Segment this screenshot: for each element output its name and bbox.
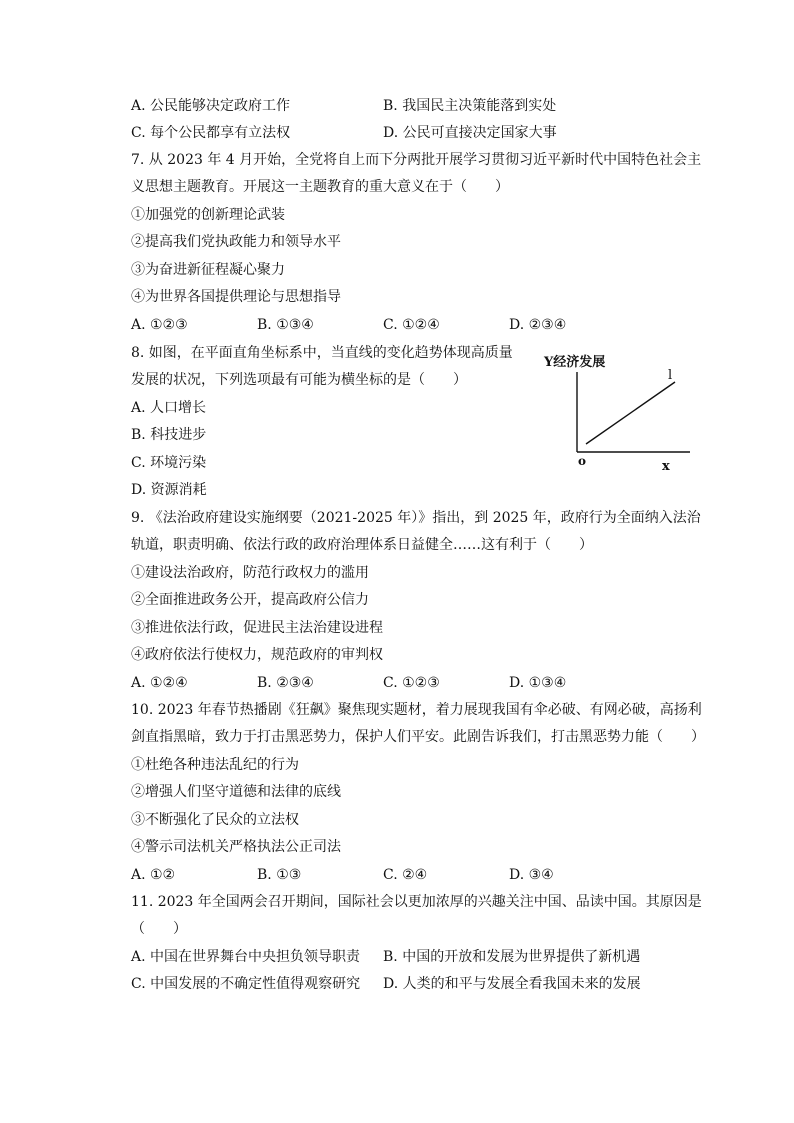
graph-line-label: l (668, 368, 673, 383)
q8-stem-line-2: 发展的状况，下列选项最有可能为横坐标的是（ ） (131, 372, 467, 388)
q6-option-a[interactable]: A. 公民能够决定政府工作 (131, 98, 291, 114)
q10-item-4: ④警示司法机关严格执法公正司法 (131, 839, 341, 855)
q10-option-d[interactable]: D. ③④ (509, 867, 554, 883)
q7-stem-line-2: 义思想主题教育。开展这一主题教育的重大意义在于（ ） (131, 179, 509, 195)
q10-stem-line-2: 剑直指黑暗，致力于打击黑恶势力，保护人们平安。此剧告诉我们，打击黑恶势力能（ ） (131, 729, 705, 745)
q11-option-a[interactable]: A. 中国在世界舞台中央担负领导职责 (131, 949, 361, 965)
q8-option-b[interactable]: B. 科技进步 (131, 427, 207, 443)
q9-item-3: ③推进依法行政，促进民主法治建设进程 (131, 620, 383, 636)
q6-option-d[interactable]: D. 公民可直接决定国家大事 (383, 125, 557, 141)
q8-option-c[interactable]: C. 环境污染 (131, 455, 207, 471)
q9-item-4: ④政府依法行使权力，规范政府的审判权 (131, 647, 383, 663)
q9-item-2: ②全面推进政务公开，提高政府公信力 (131, 592, 369, 608)
graph-trend-line (586, 382, 675, 444)
q8-option-d[interactable]: D. 资源消耗 (131, 482, 207, 498)
q6-option-b[interactable]: B. 我国民主决策能落到实处 (383, 98, 557, 114)
q9-stem-line-2: 轨道，职责明确、依法行政的政府治理体系日益健全……这有利于（ ） (131, 537, 593, 553)
q10-item-3: ③不断强化了民众的立法权 (131, 812, 299, 828)
q7-stem-line-1: 7. 从 2023 年 4 月开始，全党将自上而下分两批开展学习贯彻习近平新时代中国特色社会主 (131, 152, 702, 168)
q10-item-1: ①杜绝各种违法乱纪的行为 (131, 757, 299, 773)
q9-option-b[interactable]: B. ②③④ (257, 675, 314, 691)
q9-option-c[interactable]: C. ①②③ (383, 675, 440, 691)
q7-option-d[interactable]: D. ②③④ (509, 317, 567, 333)
q10-option-a[interactable]: A. ①② (131, 867, 176, 883)
q10-stem-line-1: 10. 2023 年春节热播剧《狂飙》聚焦现实题材，着力展现我国有伞必破、有网必破，高扬利 (131, 702, 702, 718)
q10-option-c[interactable]: C. ②④ (383, 867, 428, 883)
q10-item-2: ②增强人们坚守道德和法律的底线 (131, 784, 341, 800)
q7-item-3: ③为奋进新征程凝心聚力 (131, 262, 285, 278)
q7-item-1: ①加强党的创新理论武装 (131, 207, 285, 223)
q8-stem-line-1: 8. 如图，在平面直角坐标系中，当直线的变化趋势体现高质量 (131, 345, 513, 361)
q7-option-a[interactable]: A. ①②③ (131, 317, 188, 333)
q11-option-c[interactable]: C. 中国发展的不确定性值得观察研究 (131, 976, 361, 992)
q11-stem-line-2: （ ） (131, 921, 187, 937)
q11-stem-line-1: 11. 2023 年全国两会召开期间，国际社会以更加浓厚的兴趣关注中国、品读中国。其原因是 (131, 894, 702, 910)
q8-coordinate-graph (540, 352, 720, 478)
q9-option-a[interactable]: A. ①②④ (131, 675, 188, 691)
q9-option-d[interactable]: D. ①③④ (509, 675, 567, 691)
graph-y-axis-label: Y经济发展 (544, 355, 606, 370)
q7-option-b[interactable]: B. ①③④ (257, 317, 314, 333)
graph-x-axis-label: x (662, 459, 670, 474)
q9-stem-line-1: 9. 《法治政府建设实施纲要（2021-2025 年）》指出，到 2025 年，政府行为全面纳入法治 (131, 510, 701, 526)
q7-option-c[interactable]: C. ①②④ (383, 317, 440, 333)
q11-option-d[interactable]: D. 人类的和平与发展全看我国未来的发展 (383, 976, 641, 992)
q6-option-c[interactable]: C. 每个公民都享有立法权 (131, 125, 291, 141)
graph-origin-label: o (578, 454, 587, 468)
q7-item-2: ②提高我们党执政能力和领导水平 (131, 234, 341, 250)
q11-option-b[interactable]: B. 中国的开放和发展为世界提供了新机遇 (383, 949, 641, 965)
q7-item-4: ④为世界各国提供理论与思想指导 (131, 289, 341, 305)
q8-option-a[interactable]: A. 人口增长 (131, 400, 207, 416)
q10-option-b[interactable]: B. ①③ (257, 867, 302, 883)
q9-item-1: ①建设法治政府，防范行政权力的滥用 (131, 565, 369, 581)
